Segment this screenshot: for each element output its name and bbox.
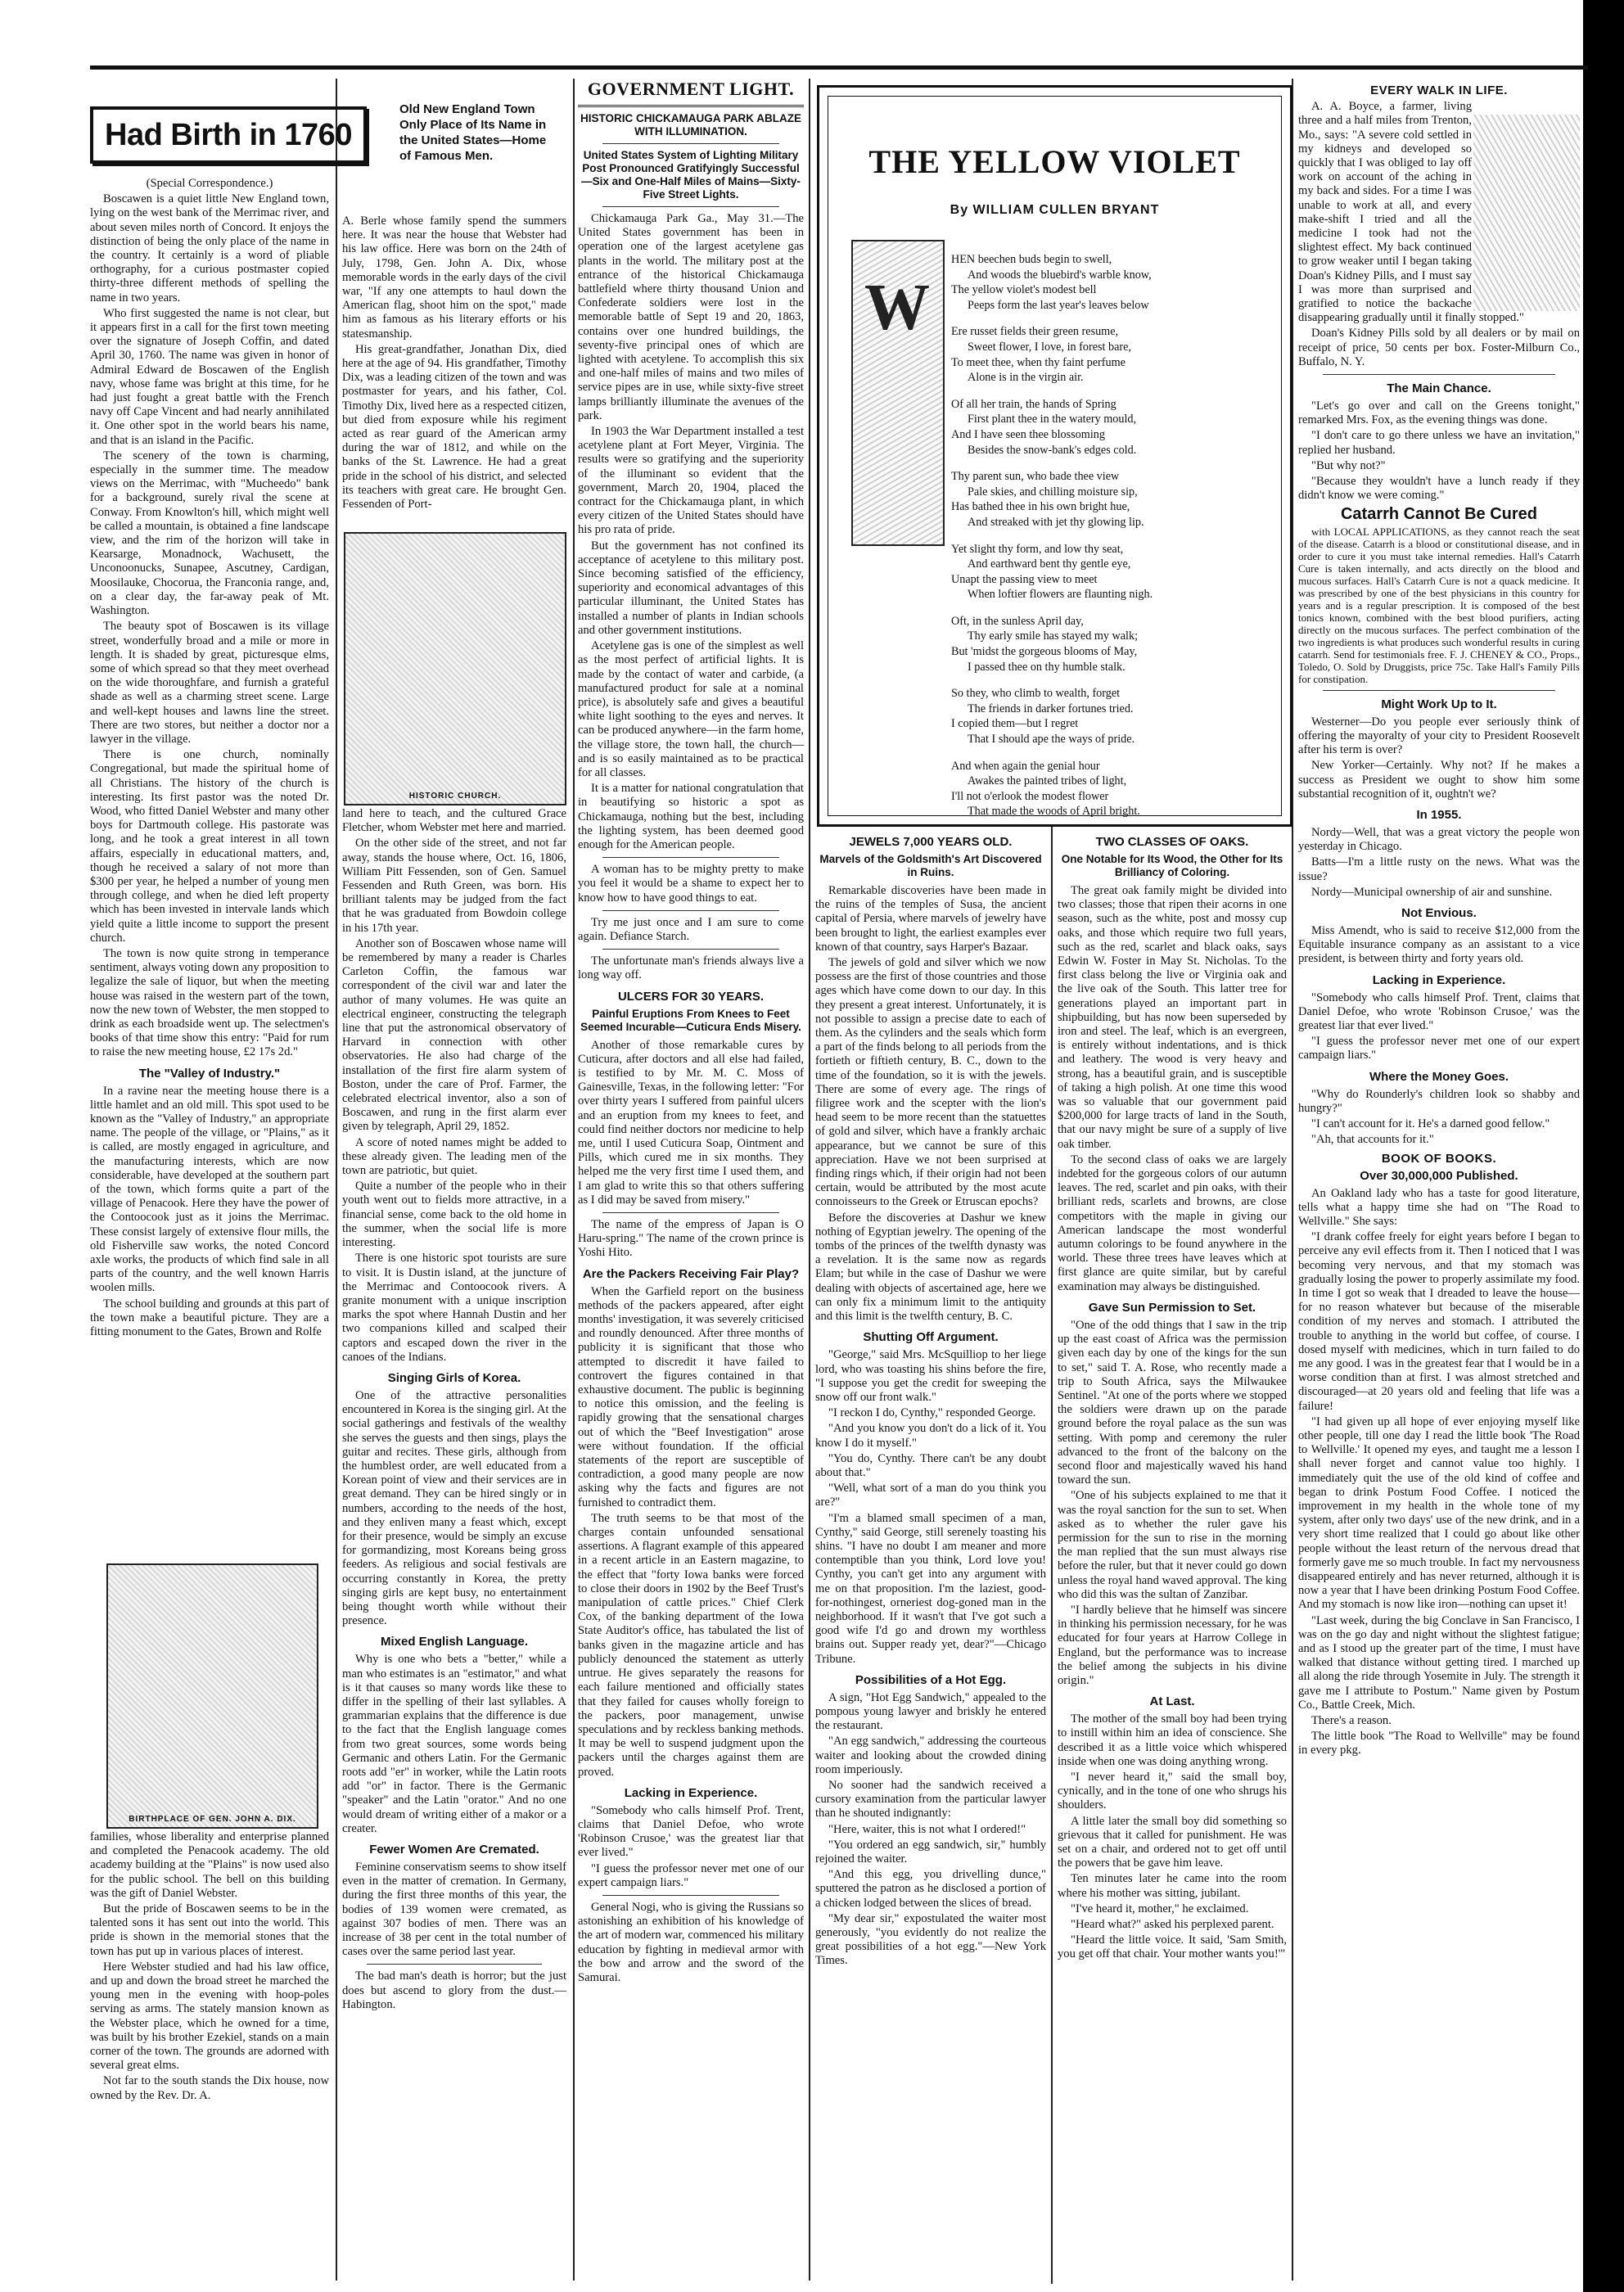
paragraph: "George," said Mrs. McSquilliop to her liege lord, who was toasting his shins before the fire, "I suppose you get the credit for sweeping the snow off our front walk.": [815, 1348, 1046, 1404]
paragraph: Another son of Boscawen whose name will be remembered by many a reader is Charles Carleton Coffin, the famous war correspondent of the civil war and later the author of many volumes. He was quite an electrical engineer, constructing the telegraph line that put the astronomical observatory of Harvard in connection with other observatories. He also had charge of the installation of the first fire alarm system of Boston, under the care of Prof. Farmer, the celebrated electrical inventor, also a son of Boscawen, and rung in the first alarm ever given by telegraph, April 29, 1852.: [342, 936, 566, 1134]
separator: [602, 143, 779, 144]
poem-line: That I should ape the ways of pride.: [968, 733, 1135, 747]
paragraph: Who first suggested the name is not clear, but it appears first in a call for the first town meeting over the signature of Joseph Coffin, and dated April 30, 1760. The name was given in honor of Admiral Edward de Boscawen of the English navy, whose fame was bright at this time, for he had just fought a great battle with the French navy off Cape Vincent and had nearly annihilated it. One other spot in the world bears his name, and that is an island in the Pacific.: [90, 306, 329, 447]
poem-line: Alone is in the virgin air.: [968, 371, 1084, 385]
poem-line: Peeps form the last year's leaves below: [968, 298, 1149, 312]
paragraph: "Ah, that accounts for it.": [1311, 1133, 1434, 1147]
poem-line: Thy parent sun, who bade thee view: [951, 470, 1120, 484]
column-4: [815, 828, 1046, 2281]
column-5: [1058, 828, 1287, 2281]
paragraph: To the second class of oaks we are largely indebted for the gorgeous colors of our autumn leaves. The red, scarlet and pin oaks, with their brilliant reds, scarlets and browns, are close competitors with the maple in giving our American landscape the most wonderful autumn colorings to be found anywhere in the world. These three trees have leaves which at first glance are quite similar, but by careful examination may always be distinguished.: [1058, 1153, 1287, 1293]
poem-line: Besides the snow-bank's edges cold.: [968, 443, 1137, 457]
violet-illustration: [851, 240, 945, 546]
subhead: Are the Packers Receiving Fair Play?: [582, 1266, 800, 1281]
poem-stanza: [951, 686, 1270, 747]
poem-line: Pale skies, and chilling moisture sip,: [968, 485, 1138, 499]
article-title-box: [90, 106, 367, 164]
article-title: GOVERNMENT LIGHT.: [587, 79, 795, 99]
paragraph: "But why not?": [1311, 458, 1386, 472]
poem-line: Thy early smile has stayed my walk;: [968, 629, 1139, 643]
poem-stanza: [951, 252, 1270, 313]
poem-line: So they, who climb to wealth, forget: [951, 687, 1121, 701]
paragraph: When the Garfield report on the business methods of the packers appeared, after eight months' investigation, it was severely criticised and roundly denounced. After three months of publicity it is significant that those who attempted to discredit it have failed to controvert the figures contained in that exhaustive document. The public is beginning to notice this omission, and the feeling is rapidly growing that the sensational charges out of which the "Beef Investigation" arose were without foundation. If the official statements of the report are susceptible of contradiction, a good many people are now asking why the facts and figures are not furnished to contradict them.: [578, 1284, 804, 1509]
paragraph: "I never heard it," said the small boy, cynically, and in the tone of one who shrugs his shoulders.: [1058, 1770, 1287, 1812]
paragraph: "Well, what sort of a man do you think you are?": [815, 1482, 1046, 1509]
article-deck: HISTORIC CHICKAMAUGA PARK ABLAZE WITH ILLUMINATION.: [580, 112, 801, 138]
paragraph: The bad man's death is horror; but the just does but ascend to glory from the dust.—Habington.: [342, 1969, 566, 2011]
paragraph: "Heard what?" asked his perplexed parent.: [1071, 1918, 1274, 1932]
paragraph: "I hardly believe that he himself was sincere in thinking his permission necessary, for he was educated for four years at Harrow College in England, but the performance was to increase the belief among the subjects in his divine origin.": [1058, 1603, 1287, 1687]
paragraph: "Let's go over and call on the Greens tonight," remarked Mrs. Fox, as the evening things was done.: [1298, 399, 1580, 427]
poem-line: I'll not o'erlook the modest flower: [951, 789, 1109, 803]
poem-text: [951, 252, 1270, 831]
paragraph: The town is now quite strong in temperance sentiment, always voting down any proposition to legalize the sale of liquor, but when the meeting house was raised in the western part of the town, now the new town of Webster, the men stopped to drink as each broadside went up. The selectmen's books of that time show this entry: "Paid for rum to raise the new meeting house, £2 17s 2d.": [90, 946, 329, 1059]
poem-line: Awakes the painted tribes of light,: [968, 774, 1127, 788]
subhead: Over 30,000,000 Published.: [1360, 1168, 1518, 1183]
paragraph: "I don't care to go there unless we have an invitation," replied her husband.: [1298, 429, 1580, 457]
paragraph: Try me just once and I am sure to come again. Defiance Starch.: [578, 915, 804, 943]
poem-line: Ere russet fields their green resume,: [951, 325, 1119, 339]
church-illustration: [344, 532, 566, 805]
paragraph: Why is one who bets a "better," while a man who estimates is an "estimator," and what is it that causes so many words like these to differ in the spelling of their last syllables. A grammarian explains that the difference is due to the fact that the English language comes from two great sources, some words being Germanic and others Latin. For the Germanic roots add "er" in worker, while the Latin roots add "or" in factor. There is the Germanic "speaker" and the Latin "orator." And no one would dream of writing either of a makor or a creater.: [342, 1653, 566, 1835]
article-deck: Marvels of the Goldsmith's Art Discovered in Ruins.: [819, 853, 1042, 878]
paragraph: On the other side of the street, and not far away, stands the house where, Oct. 16, 1806, William Pitt Fessenden, son of Gen. Samuel Fessenden and Ruth Green, was born. His brilliant talents may be judged from the fact that he was graduated from Bowdoin college in his 17th year.: [342, 837, 566, 935]
paragraph: Boscawen is a quiet little New England town, lying on the west bank of the Merrimac river, and about seven miles north of Concord. It enjoys the distinction of being the only place of the name in the country. It certainly is a word of pliable orthography, for a curious postmaster copied thirty-three different methods of spelling the name in two years.: [90, 192, 329, 305]
paragraph: An Oakland lady who has a taste for good literature, tells what a happy time she had on "The Road to Wellville." She says:: [1298, 1186, 1580, 1228]
paragraph: The name of the empress of Japan is O Haru-spring." The name of the crown prince is Yoshi Hito.: [578, 1218, 804, 1260]
paragraph: A woman has to be mighty pretty to make you feel it would be a shame to expect her to know how to have good things to eat.: [578, 863, 804, 905]
poem-line: HEN beechen buds begin to swell,: [951, 253, 1112, 266]
paragraph: New Yorker—Certainly. Why not? If he makes a success as President we ought to show him some substantial recognition of it, oughtn't we?: [1298, 759, 1580, 801]
separator: [602, 910, 779, 911]
paragraph: But the pride of Boscawen seems to be in the talented sons it has sent out into the world. This pride is shown in the memorial stones that the town has put up in various places of interest.: [90, 1902, 329, 1958]
column-3: [578, 79, 804, 2281]
subhead: Lacking in Experience.: [624, 1785, 758, 1800]
separator: [602, 1212, 779, 1213]
paragraph: "I reckon I do, Cynthy," responded George.: [828, 1406, 1036, 1420]
poem-line: That made the woods of April bright.: [968, 805, 1140, 819]
poem-line: The yellow violet's modest bell: [951, 283, 1097, 297]
paragraph: The truth seems to be that most of the charges contain unfounded sensational assertions. A flagrant example of this appeared in a recent article in an Eastern magazine, to the effect that "forty Iowa banks were forced to close their doors in 1902 by the Beef Trust's manipulation of cattle prices." Chief Clerk Cox, of the banking department of the Iowa State Auditor's office, has tabulated the list of banks given in the magazine article and has publicly denounced the statement as utterly untrue. He gives separately the reasons for each failure mentioned and officially states that they failed for causes wholly foreign to the packers, poor management, unwise speculations and by reckless banking methods. It may be well to suspend judgment upon the packers until the charges against them are proved.: [578, 1511, 804, 1779]
separator: [367, 1964, 542, 1965]
double-rule: [578, 105, 804, 107]
paragraph: land here to teach, and the cultured Grace Fletcher, whom Webster met here and married.: [342, 807, 566, 835]
separator: [1323, 374, 1555, 375]
paragraph: Ten minutes later he came into the room where his mother was sitting, jubilant.: [1058, 1872, 1287, 1900]
paragraph: "Because they wouldn't have a lunch ready if they didn't know we were coming.": [1298, 475, 1580, 503]
poem-line: And I have seen thee blossoming: [951, 427, 1105, 441]
poem-byline: By WILLIAM CULLEN BRYANT: [950, 203, 1160, 217]
poem-line: But 'midst the gorgeous blooms of May,: [951, 645, 1138, 659]
article-title: Had Birth in 1760: [105, 117, 352, 152]
poem-stanza: [951, 324, 1270, 385]
paragraph: Nordy—Municipal ownership of air and sunshine.: [1311, 885, 1553, 899]
top-rule: [90, 65, 1588, 70]
illustration-caption: HISTORIC CHURCH.: [408, 792, 502, 801]
poem-line: And woods the bluebird's warble know,: [968, 268, 1152, 282]
paragraph: There is one historic spot tourists are sure to visit. It is Dustin island, at the juncture of the Merrimac and Contoocook rivers. A granite monument with a unique inscription marks the spot where Hannah Dustin and her two companions killed and scalped their captors and escaped down the river in the canoes of the Indians.: [342, 1252, 566, 1364]
poem-stanza: [951, 614, 1270, 675]
paragraph: A. Berle whose family spend the summers here. It was near the house that Webster had his law office. Here was born on the 24th of July, 1798, Gen. John A. Dix, whose memorable words in the early days of the civil war, "If any one attempts to haul down the American flag, shoot him on the spot," made him as famous as his literary efforts or his statesmanship.: [342, 214, 566, 341]
poem-line: First plant thee in the watery mould,: [968, 413, 1137, 426]
article-deck: Old New England Town Only Place of Its Name in the United States—Home of Famous Men.: [399, 102, 547, 163]
portrait-spacer: [1472, 100, 1580, 301]
poem-line: And earthward bent thy gentle eye,: [968, 557, 1131, 571]
paragraph: A little later the small boy did something so grievous that it called for punishment. He was set on a chair, and ordered not to get off until the powers that be gave him leave.: [1058, 1814, 1287, 1870]
paragraph: In a ravine near the meeting house there is a little hamlet and an old mill. This spot used to be known as the "Valley of Industry," an appropriate name. The people of the village, or "Plains," as it is called, are mostly engaged in agriculture, and the manufacturing interests, which are now considerable, have developed at the southern part of the town, which forms quite a part of the village of Penacook. Here they have the power of the Contoocook just as it joins the Merrimac. These consist largely of extensive flour mills, the old Fisherville saw works, the noted Concord axle works, the products of which find sale in all parts of the country, and the well known Harris woolen mills.: [90, 1084, 329, 1295]
poem-line: To meet thee, when thy faint perfume: [951, 355, 1126, 369]
poem-line: The friends in darker fortunes tried.: [968, 702, 1134, 715]
paragraph: "I can't account for it. He's a darned good fellow.": [1311, 1117, 1550, 1130]
paragraph: His great-grandfather, Jonathan Dix, died here at the age of 94. His grandfather, Timothy Dix, was a leading citizen of the town and was postmaster for years, and his father, Col. Timothy Dix, lived here as a respected citizen, but died from exposure while his regiment acted as rear guard of the American army during the war of 1812, and while on the banks of the St. Lawrence. He had a great pride in the school of his district, and selected its teachers with great care. He brought Gen. Fessenden of Port-: [342, 342, 566, 512]
paragraph: No sooner had the sandwich received a cursory examination from the particular lawyer than he shouted indignantly:: [815, 1778, 1046, 1821]
paragraph: Chickamauga Park Ga., May 31.—The United States government has been in operation one of the largest acetylene gas plants in the world. The military post at the entrance of the historical Chickamauga battlefield where thirty thousand Union and Confederate soldiers were lost in the memorable battle of Sept 19 and 20, 1863, contains over one hundred buildings, the seventy-five principal ones of which are lighted with acetylene. To accomplish this six and one-half miles of mains and two miles of service pipes are in use, while sixty-five street lamps brilliantly illuminate the avenues of the park.: [578, 212, 804, 422]
column-divider: [809, 79, 810, 2281]
separator: [1323, 690, 1555, 691]
paragraph: "One of his subjects explained to me that it was the royal sanction for the sun to set. When asked as to whether the ruler gave his permission for the sun to rise in the morning the man replied that the sun must always rise before the ruler, but that it never could go down unless the royal hand waved approval. The king who did this was the sultan of Zanzibar.: [1058, 1489, 1287, 1601]
paragraph: "Here, waiter, this is not what I ordered!": [828, 1822, 1026, 1836]
paragraph: Feminine conservatism seems to show itself even in the matter of cremation. In Germany, during the first three months of this year, the bodies of 139 women were cremated, as against 307 bodies of men. There was an increase of 38 per cent in the total number of cases over the same period last year.: [342, 1861, 566, 1959]
poem-inner-frame: [828, 96, 1282, 819]
poem-stanza: [951, 469, 1270, 530]
poem-line: Of all her train, the hands of Spring: [951, 397, 1116, 411]
separator: [602, 1895, 779, 1896]
paragraph: "I've heard it, mother," he exclaimed.: [1071, 1902, 1249, 1915]
column-divider: [336, 79, 337, 2281]
subhead: Where the Money Goes.: [1369, 1069, 1509, 1084]
poem-line: Unapt the passing view to meet: [951, 572, 1098, 586]
subhead: At Last.: [1149, 1694, 1195, 1709]
separator: [602, 949, 779, 950]
paragraph: "I guess the professor never met one of our expert campaign liars.": [578, 1861, 804, 1889]
paragraph: Acetylene gas is one of the simplest as well as the most perfect of artificial lights. It is made by the contact of water and carbide, (a manufactured product for sale at a nominal price), is absolutely safe and gives a beautiful white light soothing to the eyes and nerves. It can be produced anywhere—in the farm home, the village store, the town hall, the church—and is so easily maintained as to be practical for all classes.: [578, 639, 804, 779]
paragraph: "You ordered an egg sandwich, sir," humbly rejoined the waiter.: [815, 1838, 1046, 1866]
paragraph: The school building and grounds at this part of the town make a beautiful picture. They are a fitting monument to the Gates, Brown and Rolfe: [90, 1297, 329, 1339]
paragraph: A. A. Boyce, a farmer, living three and a half miles from Trenton, Mo., says: "A severe cold settled in my kidneys and developed so quickly that I was obliged to lay off work on account of the aching in my back and sides. For a time I was unable to work at all, and every make-shift I tried and all the medicine I took had not the slightest effect. My back continued to grow weaker until I began taking Doan's Kidney Pills, and I must say I was more than surprised and gratified to notice the backache disappearing gradually until it finally stopped.": [1298, 100, 1524, 325]
paragraph: The great oak family might be divided into two classes; those that ripen their acorns in one season, such as the white, post and mossy cup oaks, and those which require two full years, such as the red, scarlet and black oaks, says Edwin W. Foster in May St. Nicholas. To the first class belong the live or Virginia oak and the live oak of the South. This latter tree for generations played an important part in shipbuilding, but has now been superseded by iron and steel. The leaf, which is an evergreen, is entirely without indentations, and is thick and leathery. The wood is very heavy and strong, has a beautiful grain, and is susceptible of taking a high polish. At one time this wood was so valuable that our government paid $200,000 for large tracts of land in the South, that our navy might be sure of a supply of live oak timber.: [1058, 884, 1287, 1151]
column-1-continued: [90, 1830, 329, 2281]
paragraph: "And you know you don't do a lick of it. You know I do it myself.": [815, 1422, 1046, 1450]
subhead: Might Work Up to It.: [1381, 697, 1497, 711]
subhead: Lacking in Experience.: [1372, 972, 1506, 987]
poem-line: I passed thee on thy humble stalk.: [968, 660, 1126, 674]
subhead: Not Envious.: [1401, 905, 1477, 920]
poem-line: When loftier flowers are flaunting nigh.: [968, 588, 1153, 602]
poem-line: Oft, in the sunless April day,: [951, 614, 1084, 628]
article-deck: One Notable for Its Wood, the Other for Its Brilliancy of Coloring.: [1061, 853, 1283, 878]
paragraph: "Heard the little voice. It said, 'Sam Smith, you get off that chair. Your mother wants you!'": [1058, 1933, 1287, 1961]
paragraph: "An egg sandwich," addressing the courteous waiter and looking about the crowded dining room imperiously.: [815, 1735, 1046, 1776]
subhead: Possibilities of a Hot Egg.: [855, 1672, 1007, 1687]
poem-line: Yet slight thy form, and low thy seat,: [951, 542, 1124, 556]
paragraph: "Last week, during the big Conclave in San Francisco, I was on the go day and night without the slightest fatigue; and as I stood up the greater part of the time, I must have walked that distance without getting tired. I marched up all along the ride through Yosemite in July. The strength it gave me I attribute to Postum." Name given by Postum Co., Battle Creek, Mich.: [1298, 1613, 1580, 1712]
paragraph: Another of those remarkable cures by Cuticura, after doctors and all else had failed, is testified to by Mr. M. C. Moss of Gainesville, Texas, in the following letter: "For over thirty years I suffered from painful ulcers and an eruption from my knees to feet, and could find neither doctors nor medicine to help me, until I used Cuticura Soap, Ointment and Pills, which cured me in six months. They helped me the very first time I used them, and I am glad to write this so that others suffering as I did may be saved from misery.": [578, 1038, 804, 1207]
paragraph: Here Webster studied and had his law office, and up and down the broad street he marched the young men in the evening with hoop-poles serving as arms. The stately mansion known as the Webster place, which he owned for a time, was built by his brother Ezekiel, stands on a main corner of the town. The grounds are adorned with several great elms.: [90, 1960, 329, 2073]
poem-line: And streaked with jet thy glowing lip.: [968, 515, 1144, 529]
poem-stanza: [951, 759, 1270, 819]
subhead: TWO CLASSES OF OAKS.: [1095, 835, 1249, 849]
subhead: JEWELS 7,000 YEARS OLD.: [849, 835, 1013, 849]
paragraph: Quite a number of the people who in their youth went out to fields more attractive, in a financial sense, come back to the old home in the summer, when the social life is more interesting.: [342, 1180, 566, 1250]
ad-title: BOOK OF BOOKS.: [1381, 1152, 1497, 1166]
paragraph: "I had given up all hope of ever enjoying myself like other people, till one day I read the little book 'The Road to Wellville.' It opened my eyes, and taught me a lesson I shall never forget and cannot value too highly. I immediately quit the use of the old kind of coffee and began to drink Postum Food Coffee. I noticed the improvement in my health in the whole tone of my system, after only two days' use of the new drink, and in a very short time realized that I could go about like other people without the least return of the nervous dread that formerly gave me so much trouble. In fact my nervousness disappeared entirely and has never returned, although it is now a year that I have been drinking Postum Food Coffee. And my stomach is now like iron—nothing can upset it!: [1298, 1414, 1580, 1612]
poem-line: Has bathed thee in his own bright hue,: [951, 500, 1130, 514]
paragraph: Nordy—Well, that was a great victory the people won yesterday in Chicago.: [1298, 825, 1580, 854]
poem-stanza: [951, 397, 1270, 458]
column-2-continued: [342, 807, 566, 2281]
paragraph: "Somebody who calls himself Prof. Trent, claims that Daniel Defoe, who wrote 'Robinson Crusoe,' was the greatest liar that ever lived.": [578, 1803, 804, 1860]
paragraph: The mother of the small boy had been trying to instill within him an idea of conscience. She described it as a little voice which whispered inside when one was doing anything wrong.: [1058, 1712, 1287, 1768]
paragraph: A score of noted names might be added to these already given. The leading men of the town are patriotic, but quiet.: [342, 1135, 566, 1178]
poem-stanza: [951, 542, 1270, 602]
illustration-caption: BIRTHPLACE OF GEN. JOHN A. DIX.: [129, 1815, 296, 1824]
paragraph: Batts—I'm a little rusty on the news. What was the issue?: [1298, 855, 1580, 883]
paragraph: "I guess the professor never met one of our expert campaign liars.": [1298, 1035, 1580, 1063]
paragraph: "You do, Cynthy. There can't be any doubt about that.": [815, 1451, 1046, 1479]
paragraph: "My dear sir," expostulated the waiter most generously, "you evidently do not realize the great possibilities of a hot egg."—New York Times.: [815, 1911, 1046, 1968]
paragraph: families, whose liberality and enterprise planned and completed the Penacook academy. The old academy building at the "Plains" is now used also for the public school. The bell on this building was the gift of Daniel Webster.: [90, 1830, 329, 1900]
paragraph: "I'm a blamed small specimen of a man, Cynthy," said George, still serenely toasting his shins. "I have no doubt I am meaner and more contemptible than you think, Lord love you! Cynthy, you can't get into any argument with me on that proposition. I'm the laziest, good-for-nothingest, orneriest dog-goned man in the neighborhood. If it wasn't that I've got such a good wife I'd go and drown my worthless brains out. Supper ready yet, dear?"—Chicago Tribune.: [815, 1511, 1046, 1666]
subhead: Gave Sun Permission to Set.: [1088, 1300, 1256, 1315]
article-deck: Painful Eruptions From Knees to Feet Seemed Incurable—Cuticura Ends Misery.: [580, 1007, 801, 1033]
paragraph: The scenery of the town is charming, especially in the summer time. The meadow views on the Merrimac, with "Mucheedo" bank for a background, surely rival the scene at Conway. From Knowlton's hill, which might well be called a mountain, is obtained a fine landscape view, and the rim of the horizon will take in Kearsarge, Monadnock, Wachusett, the Unconoonucks, Sunapee, Ascutney, Cardigan, Moosilauke, Chocorua, the Franconia range, and, on a clear day, the far-away peak of Mt. Washington.: [90, 449, 329, 618]
paragraph: It is a matter for national congratulation that in beautifying so historic a spot as Chickamauga, nothing but the best, including the lighting system, has been deemed good enough for the American people.: [578, 782, 804, 851]
column-divider: [1051, 827, 1053, 2284]
paragraph: In 1903 the War Department installed a test acetylene plant at Fort Meyer, Virginia. The results were so gratifying and the superiority of the illuminant so evident that the government, March 20, 1904, placed the contract for the Chickamauga plant, in which every citizen of the United States should have his pro rata of pride.: [578, 425, 804, 537]
birthplace-illustration: [106, 1563, 318, 1829]
drop-cap: W: [864, 272, 930, 344]
ad-title: EVERY WALK IN LIFE.: [1370, 83, 1508, 97]
poem-title: THE YELLOW VIOLET: [868, 143, 1241, 180]
paragraph: Before the discoveries at Dashur we knew nothing of Egyptian jewelry. The opening of the tombs of the princes of the twelfth dynasty was a revelation. It is the same now as regards Elam; but while in the case of Dashur we were dealing with objects of ascertained age, here we can only fix a minimum limit to the antiquity and this limit is the twelfth century, B. C.: [815, 1211, 1046, 1324]
paragraph: The unfortunate man's friends always live a long way off.: [578, 954, 804, 982]
paragraph: "One of the odd things that I saw in the trip up the east coast of Africa was the permission given each day by one of the kings for the sun to set," said T. A. Rose, who recently made a trip to South Africa, says the Milwaukee Sentinel. "At one of the ports where we stopped the soldiers were drawn up on the parade ground before the royal palace as the sun was setting. With pomp and ceremony the ruler advanced to the front of the balcony on the second floor and majestically waved his hand toward the sun.: [1058, 1318, 1287, 1487]
poem-box: [817, 85, 1292, 827]
poem-line: And when again the genial hour: [951, 759, 1100, 773]
column-1: [90, 177, 329, 1560]
paragraph: Not far to the south stands the Dix house, now owned by the Rev. Dr. A.: [90, 2074, 329, 2102]
paragraph: The beauty spot of Boscawen is its village street, wonderfully broad and a mile or more in length. It is shaded by great, picturesque elms, some of which spread so that they meet overhead on the wide thoroughfare, and furnish a grateful shade as well as a charming street scene. Large and well-kept houses and lawns line the street. There are two stores, but neither a doctor nor a lawyer in the village.: [90, 620, 329, 746]
poem-line: Sweet flower, I love, in forest bare,: [968, 340, 1131, 354]
ad-headline: Catarrh Cannot Be Cured: [1340, 505, 1538, 524]
paragraph: The jewels of gold and silver which we now possess are the first of those countries and those ages which have come down to our day. In this they present a great interest. Unfortunately, it is not possible to assign a precise date to each of them. As the cylinders and the seals which form a part of the finds belong to all periods from the fortieth or fiftieth century, B. C., down to the time of the foundation, so it is with the jewels. There are some of every age. The rings of filigree work and the scepter with the lion's head seem to be more recent than the statuettes of gold and silver, which have a frankly archaic appearance, but we cannot be sure of this appreciation. Have we not been surprised at finding rings which, if their origin had not been certain, would be attributed by the most acute connoisseurs to the Greek or Etruscan epochs?: [815, 956, 1046, 1209]
paragraph: Miss Amendt, who is said to receive $12,000 from the Equitable insurance company as an assistant to a vice president, is between thirty and forty years old.: [1298, 923, 1580, 966]
subhead: Shutting Off Argument.: [863, 1330, 999, 1345]
subhead: Mixed English Language.: [380, 1635, 529, 1649]
paragraph: A sign, "Hot Egg Sandwich," appealed to the pompous young lawyer and briskly he entered the restaurant.: [815, 1690, 1046, 1733]
column-2: [342, 214, 566, 526]
paragraph: One of the attractive personalities encountered in Korea is the singing girl. At the social gatherings and festivals of the wealthy she serves the guests and then sings, plays the guitar and recites. These girls, although from the humblest order, are well educated from a Korean point of view and their services are in great demand. They can be hired singly or in numbers, according to the needs of the host, and they enliven many a feast which, except for their presence, would be simply an excuse for gormandizing, most Koreans being gross feeders. As religious and social festivals are occurring constantly in Korea, the pretty singing girls are kept busy, no entertainment being thought worth while without their presence.: [342, 1388, 566, 1628]
paragraph: There is one church, nominally Congregational, but made the spiritual home of all Christians. The history of the church is interesting. Its first pastor was the noted Dr. Wood, who fitted Daniel Webster and many other boys for Dartmouth college. His pastorate was long, and he took a great interest in all town affairs, especially in educational matters, and, though he received a salary of not more than $300 per year, he helped a number of young men through college, and when he died left property which has been invested in intervale lands which yield quite a little income to support the present church.: [90, 748, 329, 945]
ad-text: with LOCAL APPLICATIONS, as they cannot reach the seat of the disease. Catarrh is a blood or constitutional disease, and in order to cure it you must take internal remedies. Hall's Catarrh Cure is taken internally, and acts directly on the blood and mucous surfaces. Hall's Catarrh Cure is not a quack medicine. It was prescribed by one of the best physicians in this country for years and is a regular prescription. It is composed of the best tonics known, combined with the best blood purifiers, acting directly on the mucous surfaces. The perfect combination of the two ingredients is what produces such wonderful results in curing catarrh. Send for testimonials free. F. J. CHENEY & CO., Props., Toledo, O. Sold by Druggists, price 75c. Take Hall's Family Pills for constipation.: [1298, 525, 1580, 685]
subhead: ULCERS FOR 30 YEARS.: [617, 989, 765, 1004]
paragraph: "Why do Rounderly's children look so shabby and hungry?": [1298, 1087, 1580, 1115]
separator: [602, 206, 779, 207]
paragraph: Remarkable discoveries have been made in the ruins of the temples of Susa, the ancient capital of Persia, where marvels of jewelry have been brought to light, the earliest examples ever known of that country, says Harper's Bazaar.: [815, 884, 1046, 954]
paragraph: Doan's Kidney Pills sold by all dealers or by mail on receipt of price, 50 cents per box. Foster-Milburn Co., Buffalo, N. Y.: [1298, 327, 1580, 368]
paragraph: General Nogi, who is giving the Russians so astonishing an exhibition of his knowledge of the art of modern war, commenced his military education by fighting in medieval armor with the bow and arrow and the sword of the Samurai.: [578, 1900, 804, 1984]
paragraph: The little book "The Road to Wellville" may be found in every pkg.: [1298, 1730, 1580, 1757]
subhead: The Main Chance.: [1387, 381, 1491, 396]
paragraph: There's a reason.: [1311, 1714, 1392, 1728]
subhead: In 1955.: [1416, 807, 1462, 822]
paragraph: "And this egg, you drivelling dunce," sputtered the patron as he disclosed a portion of a chicken lodged between the slices of bread.: [815, 1868, 1046, 1910]
page-edge-border: [1583, 0, 1624, 2292]
paragraph: Westerner—Do you people ever seriously think of offering the mayoralty of your city to President Roosevelt after his term is over?: [1298, 715, 1580, 757]
subhead: The "Valley of Industry.": [138, 1066, 281, 1081]
column-6: [1298, 79, 1580, 2281]
paragraph: "I drank coffee freely for eight years before I began to perceive any evil effects from it. Then I noticed that I was becoming very nervous, and that my stomach was gradually losing the power to properly assimilate my food. In time I got so weak that I dreaded to leave the house—for no reason whatever but because of the miserable condition of my nerves and stomach. I attributed the trouble to anything in the world but coffee, of course. I dosed myself with medicines, which in turn failed to do me any good. I was in the greatest fear that I would be in a worse condition than at first. I was almost stretched and discouraged—at 20 years old and feeling that life was a failure!: [1298, 1230, 1580, 1413]
subhead: Fewer Women Are Cremated.: [369, 1843, 539, 1857]
separator: [602, 857, 779, 858]
column-divider: [573, 79, 575, 2281]
poem-line: I copied them—but I regret: [951, 717, 1079, 731]
subhead: Singing Girls of Korea.: [387, 1370, 521, 1385]
paragraph: "Somebody who calls himself Prof. Trent, claims that Daniel Defoe, who wrote 'Robinson Crusoe,' was the greatest liar that ever lived.": [1298, 990, 1580, 1032]
paragraph: But the government has not confined its acceptance of acetylene to this military post. Since becoming satisfied of the efficiency, superiority and economical advantages of this particular illuminant, the United States has installed a number of plants in Indian schools and other government institutions.: [578, 539, 804, 637]
article-deck: United States System of Lighting Military Post Pronounced Gratifyingly Successful—Six and One-Half Miles of Mains—Sixty-Five Street Lights.: [581, 149, 801, 201]
byline: (Special Correspondence.): [146, 177, 273, 190]
